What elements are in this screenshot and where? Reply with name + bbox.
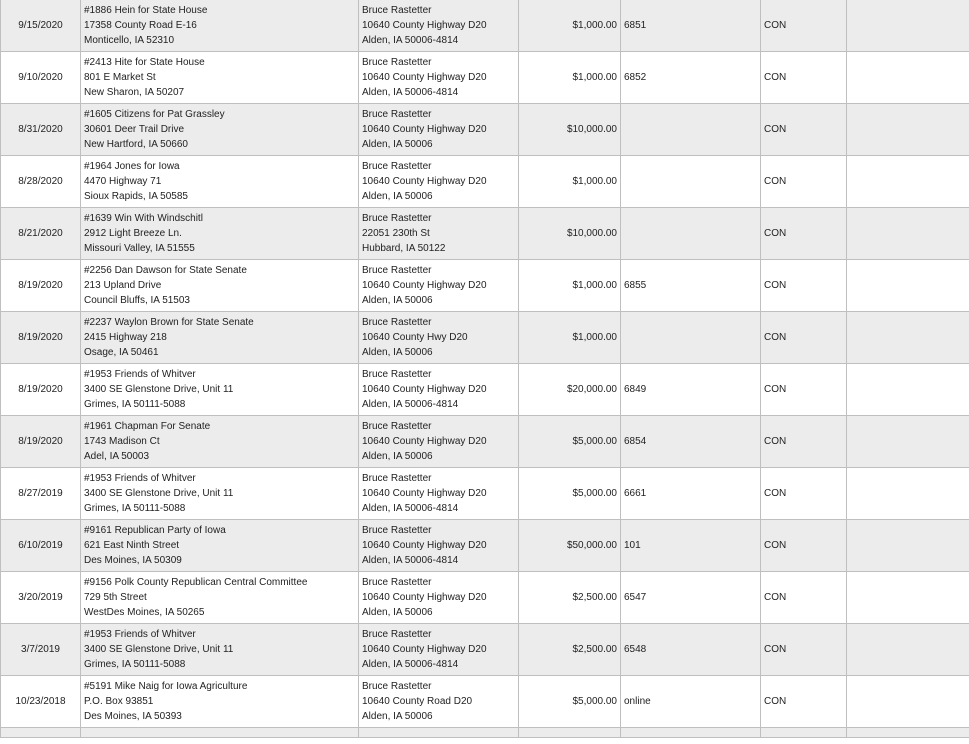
transaction-type-cell: CON (761, 416, 847, 468)
check-number-cell: 6547 (621, 572, 761, 624)
date-cell: 10/23/2018 (1, 676, 81, 728)
extra-cell (847, 468, 969, 520)
contributor-cell (359, 520, 519, 572)
check-number-cell (621, 104, 761, 156)
date-cell: 8/28/2020 (1, 156, 81, 208)
contributor-cell-line: 10640 County Highway D20 (362, 280, 487, 291)
contributor-cell-line: Alden, IA 50006 (362, 711, 433, 722)
date-cell: 8/19/2020 (1, 312, 81, 364)
recipient-cell-line: New Sharon, IA 50207 (84, 87, 185, 98)
recipient-cell (81, 520, 359, 572)
contributor-cell-line: Bruce Rastetter (362, 161, 432, 172)
date-cell: 8/19/2020 (1, 364, 81, 416)
contributor-cell-line: 10640 County Highway D20 (362, 540, 487, 551)
recipient-cell-line: WestDes Moines, IA 50265 (84, 607, 205, 618)
recipient-cell (81, 312, 359, 364)
partial-cell (359, 728, 519, 738)
contributor-cell (359, 624, 519, 676)
check-number-cell: 6851 (621, 0, 761, 52)
contributor-cell-line: Alden, IA 50006 (362, 139, 433, 150)
contributor-cell (359, 468, 519, 520)
table-row (1, 104, 969, 156)
recipient-cell-line: Grimes, IA 50111-5088 (84, 399, 186, 410)
contributor-cell-line: 10640 County Highway D20 (362, 488, 487, 499)
recipient-cell (81, 468, 359, 520)
recipient-cell-line: 3400 SE Glenstone Drive, Unit 11 (84, 488, 234, 499)
recipient-cell-line: 2912 Light Breeze Ln. (84, 228, 182, 239)
table-row-partial (1, 728, 969, 738)
transaction-type-cell: CON (761, 312, 847, 364)
amount-cell: $10,000.00 (519, 208, 621, 260)
table-row (1, 676, 969, 728)
recipient-cell-line: Osage, IA 50461 (84, 347, 159, 358)
recipient-cell-line: New Hartford, IA 50660 (84, 139, 188, 150)
recipient-cell (81, 156, 359, 208)
recipient-cell-line: P.O. Box 93851 (84, 696, 154, 707)
recipient-cell (81, 416, 359, 468)
recipient-cell-line: #1886 Hein for State House (84, 5, 208, 16)
contributor-cell-line: Bruce Rastetter (362, 577, 432, 588)
contributor-cell (359, 364, 519, 416)
recipient-cell-line: Adel, IA 50003 (84, 451, 150, 462)
contributor-cell-line: Bruce Rastetter (362, 213, 432, 224)
recipient-cell-line: #9156 Polk County Republican Central Committee (84, 577, 308, 588)
check-number-cell: 6849 (621, 364, 761, 416)
partial-cell (519, 728, 621, 738)
contributor-cell (359, 312, 519, 364)
extra-cell (847, 260, 969, 312)
transaction-type-cell: CON (761, 624, 847, 676)
check-number-cell: 6852 (621, 52, 761, 104)
contributor-cell-line: Alden, IA 50006 (362, 295, 433, 306)
recipient-cell-line: #1639 Win With Windschitl (84, 213, 203, 224)
contributor-cell-line: 22051 230th St (362, 228, 430, 239)
table-row (1, 416, 969, 468)
contributor-cell-line: Bruce Rastetter (362, 421, 432, 432)
extra-cell (847, 572, 969, 624)
date-cell: 3/7/2019 (1, 624, 81, 676)
check-number-cell (621, 156, 761, 208)
table-row (1, 260, 969, 312)
transaction-type-cell: CON (761, 104, 847, 156)
extra-cell (847, 520, 969, 572)
contributor-cell-line: Bruce Rastetter (362, 369, 432, 380)
contributor-cell-line: Alden, IA 50006-4814 (362, 659, 459, 670)
contributor-cell-line: Alden, IA 50006-4814 (362, 503, 459, 514)
date-cell: 8/31/2020 (1, 104, 81, 156)
contributor-cell-line: 10640 County Highway D20 (362, 72, 487, 83)
recipient-cell-line: #5191 Mike Naig for Iowa Agriculture (84, 681, 248, 692)
contributor-cell (359, 104, 519, 156)
check-number-cell: online (621, 676, 761, 728)
recipient-cell-line: Sioux Rapids, IA 50585 (84, 191, 188, 202)
amount-cell: $1,000.00 (519, 156, 621, 208)
check-number-cell: 101 (621, 520, 761, 572)
date-cell: 3/20/2019 (1, 572, 81, 624)
contributor-cell-line: 10640 County Hwy D20 (362, 332, 468, 343)
extra-cell (847, 312, 969, 364)
transaction-type-cell: CON (761, 468, 847, 520)
contributor-cell-line: Bruce Rastetter (362, 5, 432, 16)
contributor-cell-line: Alden, IA 50006 (362, 451, 433, 462)
recipient-cell-line: 213 Upland Drive (84, 280, 162, 291)
contributor-cell-line: Bruce Rastetter (362, 629, 432, 640)
recipient-cell (81, 208, 359, 260)
recipient-cell-line: Monticello, IA 52310 (84, 35, 175, 46)
extra-cell (847, 676, 969, 728)
amount-cell: $1,000.00 (519, 312, 621, 364)
amount-cell: $2,500.00 (519, 572, 621, 624)
contributor-cell (359, 676, 519, 728)
amount-cell: $1,000.00 (519, 0, 621, 52)
contributor-cell (359, 0, 519, 52)
extra-cell (847, 208, 969, 260)
transaction-type-cell: CON (761, 208, 847, 260)
partial-cell (81, 728, 359, 738)
recipient-cell-line: Council Bluffs, IA 51503 (84, 295, 190, 306)
extra-cell (847, 104, 969, 156)
recipient-cell-line: 801 E Market St (84, 72, 156, 83)
recipient-cell (81, 260, 359, 312)
recipient-cell-line: Des Moines, IA 50309 (84, 555, 182, 566)
extra-cell (847, 0, 969, 52)
recipient-cell (81, 624, 359, 676)
recipient-cell-line: Des Moines, IA 50393 (84, 711, 182, 722)
recipient-cell (81, 572, 359, 624)
table-row (1, 572, 969, 624)
recipient-cell-line: 1743 Madison Ct (84, 436, 160, 447)
date-cell: 8/19/2020 (1, 416, 81, 468)
contributor-cell-line: Alden, IA 50006 (362, 191, 433, 202)
date-cell: 9/10/2020 (1, 52, 81, 104)
transaction-type-cell: CON (761, 676, 847, 728)
recipient-cell-line: Grimes, IA 50111-5088 (84, 659, 186, 670)
amount-cell: $1,000.00 (519, 52, 621, 104)
contributor-cell-line: Bruce Rastetter (362, 317, 432, 328)
contributor-cell-line: Bruce Rastetter (362, 473, 432, 484)
recipient-cell-line: #1953 Friends of Whitver (84, 473, 196, 484)
contributor-cell-line: 10640 County Highway D20 (362, 592, 487, 603)
recipient-cell-line: #1953 Friends of Whitver (84, 629, 196, 640)
contributor-cell-line: 10640 County Highway D20 (362, 176, 487, 187)
transaction-type-cell: CON (761, 260, 847, 312)
transaction-type-cell: CON (761, 156, 847, 208)
amount-cell: $5,000.00 (519, 468, 621, 520)
check-number-cell: 6855 (621, 260, 761, 312)
contributor-cell (359, 572, 519, 624)
check-number-cell (621, 208, 761, 260)
contributor-cell-line: Hubbard, IA 50122 (362, 243, 446, 254)
table-row (1, 52, 969, 104)
contributor-cell-line: Alden, IA 50006-4814 (362, 555, 459, 566)
contributor-cell-line: Alden, IA 50006 (362, 607, 433, 618)
transaction-type-cell: CON (761, 364, 847, 416)
recipient-cell-line: #9161 Republican Party of Iowa (84, 525, 226, 536)
contributor-cell (359, 208, 519, 260)
amount-cell: $10,000.00 (519, 104, 621, 156)
transaction-type-cell: CON (761, 52, 847, 104)
extra-cell (847, 364, 969, 416)
recipient-cell-line: Missouri Valley, IA 51555 (84, 243, 195, 254)
recipient-cell-line: 621 East Ninth Street (84, 540, 180, 551)
contributor-cell-line: Bruce Rastetter (362, 681, 432, 692)
amount-cell: $50,000.00 (519, 520, 621, 572)
date-cell: 9/15/2020 (1, 0, 81, 52)
recipient-cell-line: 729 5th Street (84, 592, 147, 603)
table-row (1, 520, 969, 572)
contributor-cell-line: Bruce Rastetter (362, 265, 432, 276)
table-row (1, 624, 969, 676)
partial-cell (847, 728, 969, 738)
amount-cell: $1,000.00 (519, 260, 621, 312)
table-row (1, 364, 969, 416)
partial-cell (761, 728, 847, 738)
transaction-type-cell: CON (761, 520, 847, 572)
table-row (1, 312, 969, 364)
amount-cell: $2,500.00 (519, 624, 621, 676)
recipient-cell-line: #2256 Dan Dawson for State Senate (84, 265, 247, 276)
recipient-cell (81, 0, 359, 52)
contributor-cell-line: 10640 County Highway D20 (362, 644, 487, 655)
recipient-cell-line: #2237 Waylon Brown for State Senate (84, 317, 254, 328)
recipient-cell-line: #1953 Friends of Whitver (84, 369, 196, 380)
table-row (1, 468, 969, 520)
recipient-cell (81, 676, 359, 728)
recipient-cell-line: #1605 Citizens for Pat Grassley (84, 109, 225, 120)
table-body (1, 0, 969, 738)
contributor-cell-line: 10640 County Highway D20 (362, 124, 487, 135)
check-number-cell: 6854 (621, 416, 761, 468)
contributor-cell (359, 416, 519, 468)
amount-cell: $5,000.00 (519, 416, 621, 468)
recipient-cell-line: 30601 Deer Trail Drive (84, 124, 185, 135)
recipient-cell-line: Grimes, IA 50111-5088 (84, 503, 186, 514)
contributor-cell (359, 156, 519, 208)
extra-cell (847, 52, 969, 104)
recipient-cell-line: 4470 Highway 71 (84, 176, 162, 187)
contributor-cell-line: Alden, IA 50006-4814 (362, 35, 459, 46)
recipient-cell-line: 3400 SE Glenstone Drive, Unit 11 (84, 644, 234, 655)
date-cell: 8/27/2019 (1, 468, 81, 520)
check-number-cell: 6548 (621, 624, 761, 676)
table-row (1, 156, 969, 208)
extra-cell (847, 416, 969, 468)
check-number-cell (621, 312, 761, 364)
contributor-cell-line: Alden, IA 50006-4814 (362, 399, 459, 410)
contributor-cell (359, 52, 519, 104)
contributor-cell-line: 10640 County Highway D20 (362, 384, 487, 395)
recipient-cell-line: #2413 Hite for State House (84, 57, 205, 68)
contributor-cell-line: Bruce Rastetter (362, 109, 432, 120)
recipient-cell (81, 364, 359, 416)
contributor-cell-line: 10640 County Road D20 (362, 696, 473, 707)
partial-cell (1, 728, 81, 738)
transaction-type-cell: CON (761, 572, 847, 624)
recipient-cell (81, 104, 359, 156)
recipient-cell-line: 17358 County Road E-16 (84, 20, 197, 31)
transaction-type-cell: CON (761, 0, 847, 52)
contributor-cell-line: 10640 County Highway D20 (362, 20, 487, 31)
contributor-cell-line: Bruce Rastetter (362, 57, 432, 68)
recipient-cell-line: 3400 SE Glenstone Drive, Unit 11 (84, 384, 234, 395)
amount-cell: $20,000.00 (519, 364, 621, 416)
contributor-cell-line: Alden, IA 50006-4814 (362, 87, 459, 98)
date-cell: 6/10/2019 (1, 520, 81, 572)
partial-cell (621, 728, 761, 738)
table-row (1, 208, 969, 260)
amount-cell: $5,000.00 (519, 676, 621, 728)
extra-cell (847, 624, 969, 676)
recipient-cell (81, 52, 359, 104)
contributor-cell (359, 260, 519, 312)
date-cell: 8/19/2020 (1, 260, 81, 312)
recipient-cell-line: #1964 Jones for Iowa (84, 161, 180, 172)
recipient-cell-line: 2415 Highway 218 (84, 332, 167, 343)
extra-cell (847, 156, 969, 208)
contributor-cell-line: Bruce Rastetter (362, 525, 432, 536)
contributor-cell-line: Alden, IA 50006 (362, 347, 433, 358)
table-row (1, 0, 969, 52)
recipient-cell-line: #1961 Chapman For Senate (84, 421, 211, 432)
check-number-cell: 6661 (621, 468, 761, 520)
contributor-cell-line: 10640 County Highway D20 (362, 436, 487, 447)
date-cell: 8/21/2020 (1, 208, 81, 260)
